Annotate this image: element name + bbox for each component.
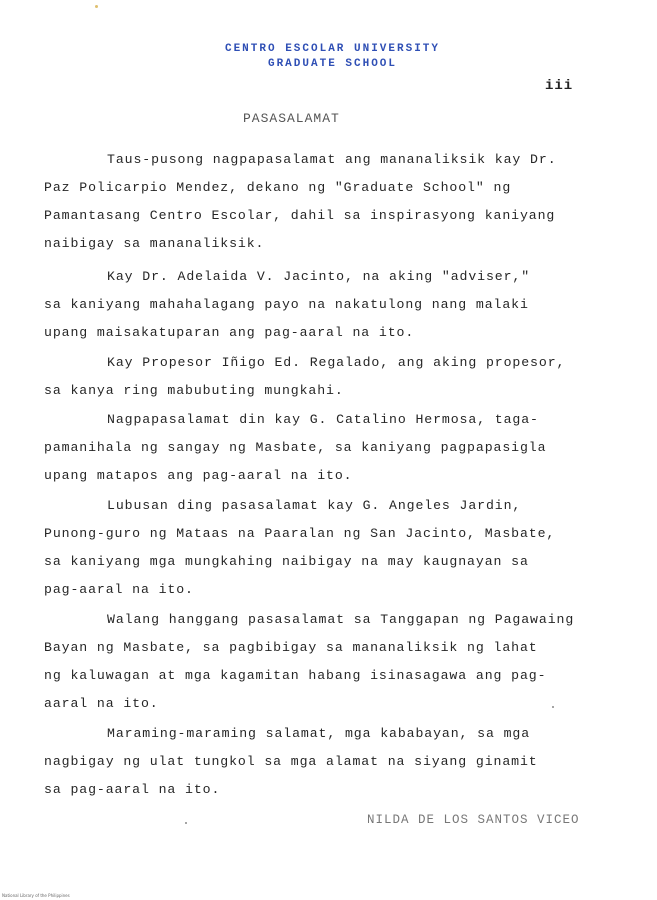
text-line: naibigay sa mananaliksik. <box>44 236 265 251</box>
graduate-school-name: GRADUATE SCHOOL <box>267 58 398 70</box>
text-line: Kay Dr. Adelaida V. Jacinto, na aking "adviser," <box>107 269 531 284</box>
paper-speck <box>552 706 554 708</box>
text-line: sa kaniyang mga mungkahing naibigay na may kaugnayan sa <box>44 554 529 569</box>
text-line: Maraming-maraming salamat, mga kababayan, sa mga <box>107 726 531 741</box>
paper-speck <box>95 5 98 8</box>
footer-text: National Library of the Philippines <box>2 893 70 898</box>
text-line: sa kanya ring mabubuting mungkahi. <box>44 383 344 398</box>
text-line: Bayan ng Masbate, sa pagbibigay sa mananaliksik ng lahat <box>44 640 538 655</box>
text-line: Paz Policarpio Mendez, dekano ng "Graduate School" ng <box>44 180 512 195</box>
text-line: Kay Propesor Iñigo Ed. Regalado, ang aking propesor, <box>107 355 566 370</box>
text-line: Nagpapasalamat din kay G. Catalino Hermosa, taga- <box>107 412 539 427</box>
text-line: Taus-pusong nagpapasalamat ang mananaliksik kay Dr. <box>107 152 557 167</box>
text-line: Lubusan ding pasasalamat kay G. Angeles Jardin, <box>107 498 522 513</box>
text-line: Walang hanggang pasasalamat sa Tanggapan ng Pagawaing <box>107 612 575 627</box>
page-number: iii <box>545 78 574 94</box>
text-line: Punong-guro ng Mataas na Paaralan ng San Jacinto, Masbate, <box>44 526 556 541</box>
text-line: ng kaluwagan at mga kagamitan habang isinasagawa ang pag- <box>44 668 547 683</box>
text-line: nagbigay ng ulat tungkol sa mga alamat na siyang ginamit <box>44 754 538 769</box>
text-line: aaral na ito. <box>44 696 159 711</box>
text-line: upang maisakatuparan ang pag-aaral na ito. <box>44 325 415 340</box>
text-line: sa pag-aaral na ito. <box>44 782 221 797</box>
text-line: sa kaniyang mahahalagang payo na nakatulong nang malaki <box>44 297 529 312</box>
text-line: upang matapos ang pag-aaral na ito. <box>44 468 353 483</box>
text-line: Pamantasang Centro Escolar, dahil sa inspirasyong kaniyang <box>44 208 556 223</box>
university-name: CENTRO ESCOLAR UNIVERSITY <box>224 43 441 55</box>
page-title: PASASALAMAT <box>243 111 340 126</box>
text-line: pamanihala ng sangay ng Masbate, sa kaniyang pagpapasigla <box>44 440 547 455</box>
paper-speck <box>185 822 187 824</box>
text-line: pag-aaral na ito. <box>44 582 194 597</box>
signature-name: NILDA DE LOS SANTOS VICEO <box>367 813 580 827</box>
